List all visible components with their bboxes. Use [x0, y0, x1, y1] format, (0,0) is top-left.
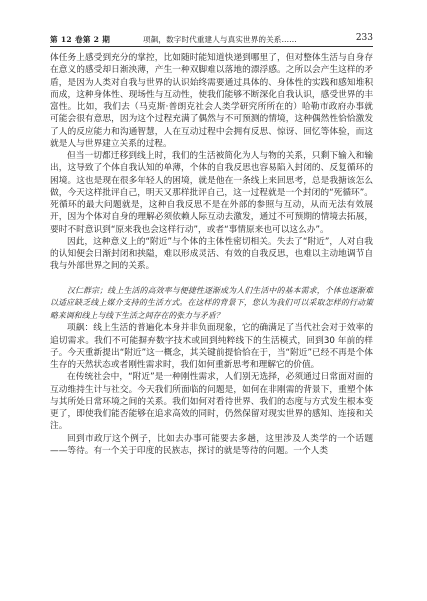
answer-paragraph-1: 项飙：线上生活的普遍化本身并非负面现象，它的确满足了当代社会对于效率的追切需求。我们不可能摒弃数字技术或回到纯粹线下的生活模式，回到30 年前的样子。今天重新提出“附近”这一概念，其关键前提恰恰在于，当“附近”已经不再是个体生存的天然状态或者刚性需求时，我们如何重新思考和理解它的价值。 — [50, 323, 373, 371]
interviewer-question: 汉仁群宗；线上生活的高效率与便捷性逐渐成为人们生活中的基本需求，个体也逐渐难以适应缺乏线上媒介支持的生活方式。在这样的背景下，您认为我们可以采取怎样的行动策略来调和线上与线下生活之间存在的张力与矛盾？ — [50, 285, 373, 320]
journal-volume: 第 12 卷第 2 期 — [50, 35, 111, 44]
paragraph-3: 因此，这种意义上的“附近”与个体的主体性密切相关。失去了“附近”，人对自我的认知便会日渐封闭和挟隘，难以形成灵活、有效的自我反思，也难以主动地调节自我与外部世界之间的关系。 — [50, 236, 373, 272]
paragraph-1: 体任务上感受到充分的掌控，比如随时能知道快递到哪里了，但对整体生活与自身存在意义的感受却日渐泱薄，产生一种双脚难以落地的漂浮感。之所以会产生这样的矛盾，是因为人类对自我与世界的认识始终需要通过具体的、身体性的实践和感知堆积而成，这种身体性、现场性与互动性，使我们能够不断深化自我认识，感受世界的丰富性。比如，我们去（马克斯·普朗克社会人类学研究所所在的）哈勒市政府办事就可能会很有意思，因为这个过程充满了偶然与不可预测的情境，这种偶然性恰恰激发了人的反应能力和沟通智慧，人在互动过程中会拥有反思、惊讶、回忆等体验，而这就是人与世界建立关系的过程。 — [50, 53, 373, 149]
section-gap — [50, 273, 373, 285]
header-rule — [50, 46, 373, 47]
page-header — [50, 34, 373, 46]
article-body — [50, 52, 373, 457]
running-title: 项飙，数字时代重建人与真实世界的关系…… — [143, 35, 297, 44]
answer-paragraph-2: 在传统社会中，“附近”是一种刚性需求，人们别无选择，必须通过日常面对面的互动维持生计与社交。今天我们所面临的问题是，如何在非刚需的背景下，重塑个体与其所处日常环境之间的关系。我们如何对看待世界、我们的态度与方式发生根本变更了，即使我们能否能够在追求高效的同时，仍然保留对现实世界的感知、连接和关注。 — [50, 372, 373, 432]
paragraph-2: 但当一切都迁移到线上时，我们的生活被简化为人与物的关系，只剩下输入和输出，这导致了个体自我认知的单薄，个体的自我反思也容易陷入封闭的、反复循环的困境。这也是现在很多年轻人的困境，就是他在一条线上来回思考，总是我搪该怎么做，今天这样批评自己，明天又那样批评自己，这一过程就是一个封闭的“死循环”。死循环的最大问题就是，这种自我反思不是在外部的参照与互动，从而无法有效展开，因为个体对自身的理解必须依赖人际互动去激发，通过不可预期的情境去拓展，要时不时意识到“原来我也会这样行动”，或者“事情原来也可以这么办”。 — [50, 151, 373, 235]
answer-paragraph-3: 回到市政厅这个例子，比如去办事可能要去多趟，这里涉及人类学的一个话题——等待。有一个关于印度的民族志，探讨的就是等待的问题。一个人类 — [50, 433, 373, 456]
page-number: 233 — [355, 33, 373, 43]
